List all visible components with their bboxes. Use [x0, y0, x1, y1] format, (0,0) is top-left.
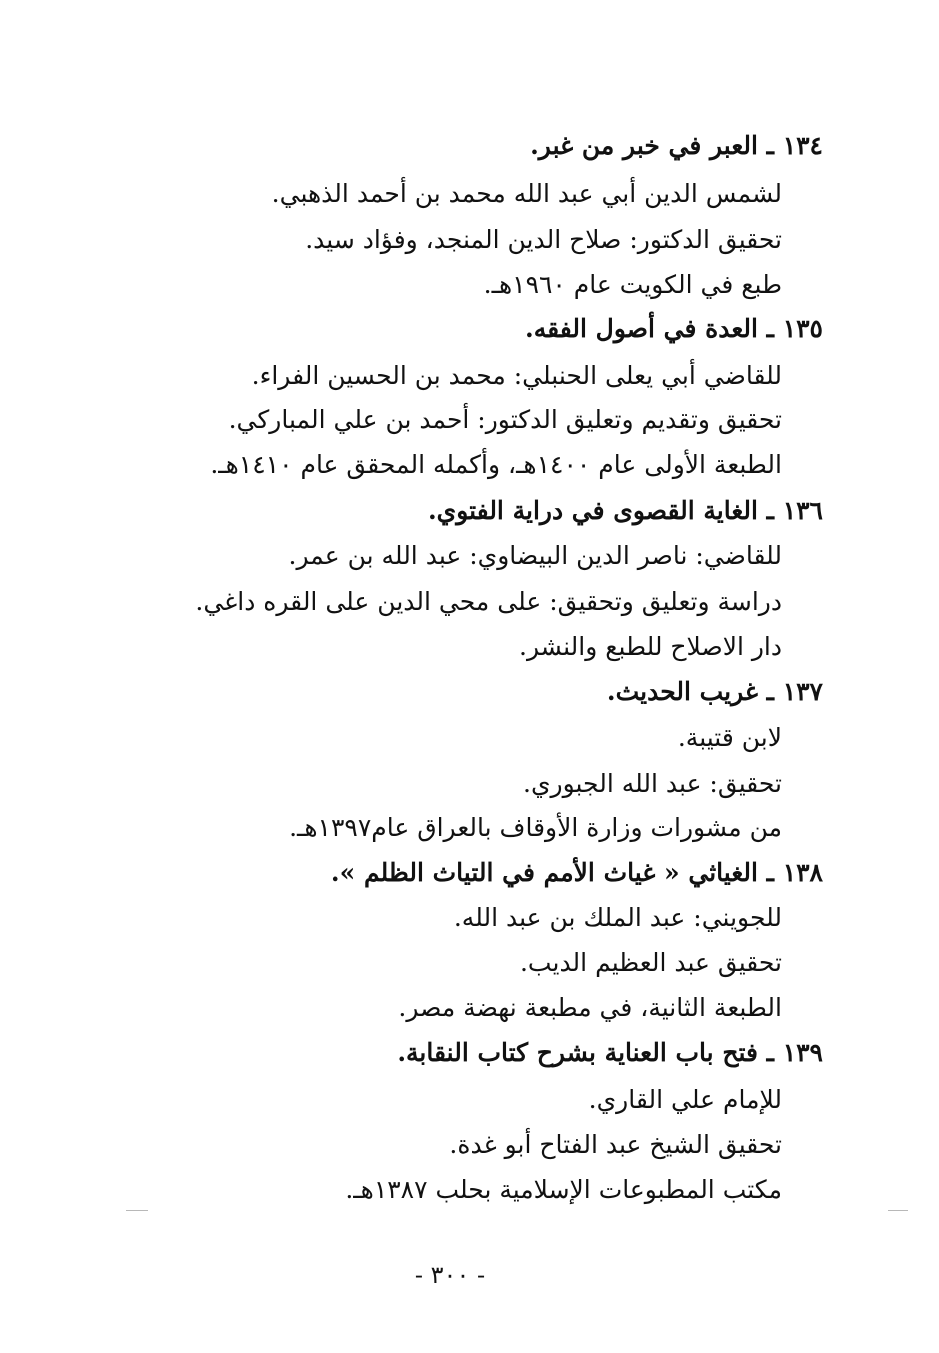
entry-editor: تحقيق: عبد الله الجبوري.	[523, 769, 782, 798]
entry-author: للقاضي أبي يعلى الحنبلي: محمد بن الحسين الفراء.	[251, 361, 782, 390]
entry-editor: تحقيق الدكتور: صلاح الدين المنجد، وفؤاد سيد.	[305, 225, 782, 254]
entry-publication: طبع في الكويت عام ١٩٦٠هـ.	[483, 270, 782, 299]
scan-mark	[126, 1210, 148, 1211]
entry-heading: ١٣٨ ـ الغياثي « غياث الأمم في التياث الظلم ».	[330, 858, 823, 887]
entry-editor: تحقيق الشيخ عبد الفتاح أبو غدة.	[449, 1130, 782, 1159]
entry-publication: الطبعة الأولى عام ١٤٠٠هـ، وأكمله المحقق عام ١٤١٠هـ.	[210, 450, 782, 479]
entry-heading: ١٣٥ ـ العدة في أصول الفقه.	[525, 314, 823, 343]
entry-editor: تحقيق عبد العظيم الديب.	[519, 948, 782, 977]
scan-mark	[888, 1210, 908, 1211]
page-number: - ٣٠٠ -	[414, 1261, 486, 1289]
entry-author: لشمس الدين أبي عبد الله محمد بن أحمد الذهبي.	[271, 179, 782, 208]
entry-editor: تحقيق وتقديم وتعليق الدكتور: أحمد بن علي المباركي.	[228, 405, 782, 434]
entry-heading: ١٣٩ ـ فتح باب العناية بشرح كتاب النقابة.	[397, 1038, 823, 1067]
entry-publication: مكتب المطبوعات الإسلامية بحلب ١٣٨٧هـ.	[345, 1175, 782, 1204]
entry-editor: دراسة وتعليق وتحقيق: على محي الدين على القره داغي.	[195, 587, 782, 616]
entry-publication: الطبعة الثانية، في مطبعة نهضة مصر.	[398, 993, 782, 1022]
entry-author: لابن قتيبة.	[677, 723, 782, 752]
entry-author: للإمام علي القاري.	[588, 1085, 782, 1114]
entry-publication: من مشورات وزارة الأوقاف بالعراق عام١٣٩٧هـ.	[289, 813, 782, 842]
entry-heading: ١٣٧ ـ غريب الحديث.	[606, 677, 823, 706]
entry-heading: ١٣٦ ـ الغاية القصوى في دراية الفتوي.	[427, 496, 823, 525]
entry-author: للقاضي: ناصر الدين البيضاوي: عبد الله بن عمر.	[288, 541, 782, 570]
entry-publication: دار الاصلاح للطبع والنشر.	[519, 632, 782, 661]
entry-author: للجويني: عبد الملك بن عبد الله.	[453, 903, 782, 932]
entry-heading: ١٣٤ ـ العبر في خبر من غبر.	[530, 131, 823, 160]
